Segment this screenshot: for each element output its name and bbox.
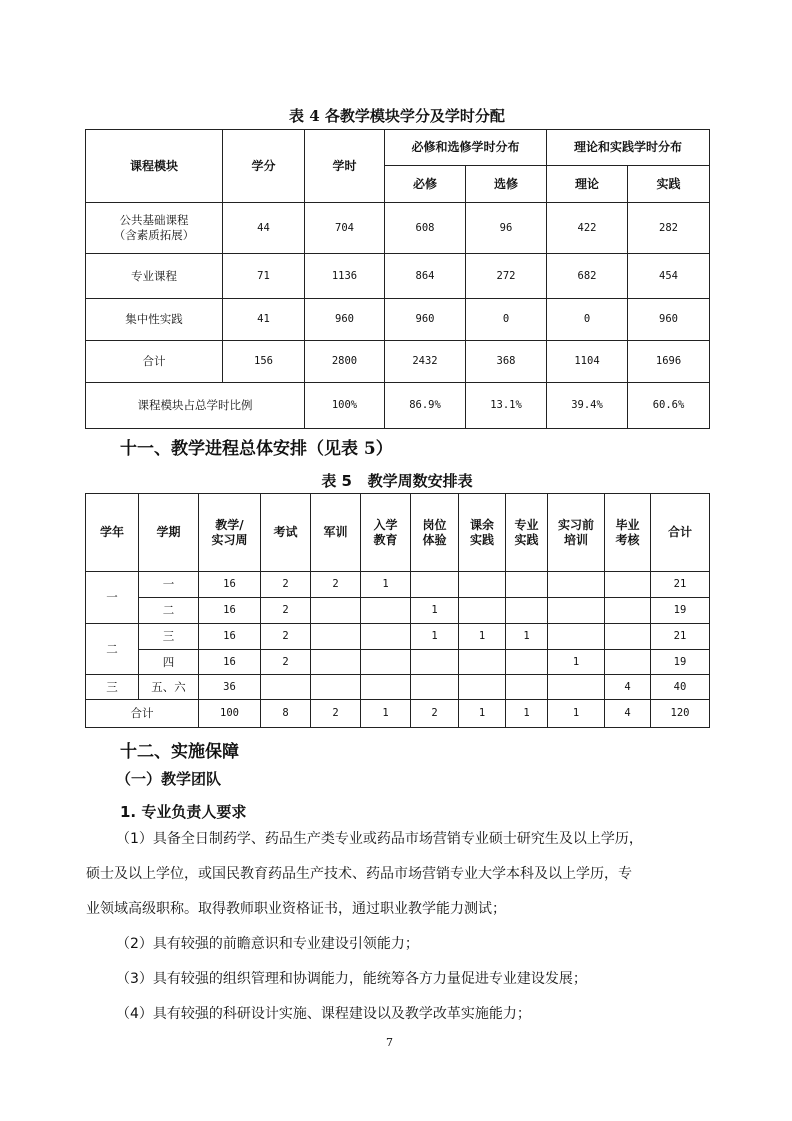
cell-theory: 422 [547,203,628,254]
table-row-ratio [86,383,710,429]
cell: 8 [261,700,311,728]
cell: 2 [311,700,361,728]
cell: 2 [261,572,311,598]
cell-practice: 960 [628,299,710,341]
header-graduation: 毕业 考核 [605,494,651,572]
cell: 1 [411,598,459,624]
cell-required: 86.9% [385,383,466,429]
cell: 1 [548,700,605,728]
cell [506,675,548,700]
cell [548,675,605,700]
cell: 2 [261,624,311,650]
table-row [86,598,710,624]
cell: 1 [506,624,548,650]
cell: 2 [411,700,459,728]
table4-caption: 表 4 各教学模块学分及学时分配 [289,107,505,125]
paragraph-1-line-3: 业领域高级职称。取得教师职业资格证书，通过职业教学能力测试； [86,901,506,917]
cell-practice: 1696 [628,341,710,383]
cell: 36 [199,675,261,700]
cell [548,598,605,624]
cell [548,572,605,598]
cell: 1 [459,700,506,728]
cell [605,572,651,598]
header-required: 必修 [385,166,466,203]
cell: 1 [411,624,459,650]
header-total: 合计 [651,494,710,572]
cell [361,598,411,624]
section11-heading: 十一、教学进程总体安排（见表 5） [120,439,393,459]
cell-theory: 682 [547,254,628,299]
page-number: 7 [386,1036,393,1049]
cell-required: 2432 [385,341,466,383]
cell [311,624,361,650]
cell-hours: 2800 [305,341,385,383]
cell-hours: 100% [305,383,385,429]
cell-year: 一 [86,572,139,624]
cell-theory: 39.4% [547,383,628,429]
paragraph-3: （3）具有较强的组织管理和协调能力，能统筹各方力量促进专业建设发展； [116,971,587,987]
cell [506,572,548,598]
cell [548,624,605,650]
cell: 120 [651,700,710,728]
paragraph-2: （2）具有较强的前瞻意识和专业建设引领能力； [116,936,419,952]
header-practice: 实践 [628,166,710,203]
cell: 16 [199,650,261,675]
cell [361,650,411,675]
header-term: 学期 [139,494,199,572]
table-row [86,203,710,254]
cell: 1 [459,624,506,650]
table-row [86,299,710,341]
header-credits: 学分 [223,130,305,203]
cell-credits: 156 [223,341,305,383]
cell: 4 [605,675,651,700]
paragraph-1-line-1: （1）具备全日制药学、药品生产类专业或药品市场营销专业硕士研究生及以上学历， [116,831,643,847]
cell-year: 二 [86,624,139,675]
header-year: 学年 [86,494,139,572]
cell: 100 [199,700,261,728]
cell-required: 960 [385,299,466,341]
cell [459,650,506,675]
cell-term: 四 [139,650,199,675]
cell-required: 608 [385,203,466,254]
cell [459,675,506,700]
cell-elective: 0 [466,299,547,341]
cell: 2 [261,598,311,624]
cell-term: 二 [139,598,199,624]
paragraph-1-line-2: 硕士及以上学位，或国民教育药品生产技术、药品市场营销专业大学本科及以上学历，专 [86,866,632,882]
cell-practice: 454 [628,254,710,299]
table-row [86,572,710,598]
header-hours: 学时 [305,130,385,203]
header-pre-internship: 实习前 培训 [548,494,605,572]
cell-elective: 96 [466,203,547,254]
table-row-total [86,700,710,728]
cell-practice: 282 [628,203,710,254]
table-row [86,650,710,675]
cell: 21 [651,572,710,598]
header-theory-practice-group: 理论和实践学时分布 [547,130,710,166]
table5-caption: 表 5 教学周数安排表 [321,472,473,490]
cell: 40 [651,675,710,700]
cell-credits: 41 [223,299,305,341]
table-row [86,254,710,299]
cell-module: 集中性实践 [86,299,223,341]
cell: 16 [199,598,261,624]
cell-elective: 272 [466,254,547,299]
cell [506,650,548,675]
cell-required: 864 [385,254,466,299]
cell-hours: 960 [305,299,385,341]
table-row [86,624,710,650]
header-elective: 选修 [466,166,547,203]
cell-elective: 368 [466,341,547,383]
header-required-elective-group: 必修和选修学时分布 [385,130,547,166]
cell-elective: 13.1% [466,383,547,429]
cell-module: 专业课程 [86,254,223,299]
cell-year: 三 [86,675,139,700]
cell: 1 [361,700,411,728]
header-theory: 理论 [547,166,628,203]
table-row [86,675,710,700]
cell: 19 [651,598,710,624]
cell [361,675,411,700]
cell-ratio-label: 课程模块占总学时比例 [86,383,305,429]
table5-header-row [86,494,710,572]
cell [506,598,548,624]
header-professional-practice: 专业 实践 [506,494,548,572]
header-teaching-weeks: 教学/ 实习周 [199,494,261,572]
cell-hours: 704 [305,203,385,254]
cell-theory: 1104 [547,341,628,383]
cell [311,675,361,700]
header-extracurricular: 课余 实践 [459,494,506,572]
cell: 2 [261,650,311,675]
header-military-training: 军训 [311,494,361,572]
header-job-experience: 岗位 体验 [411,494,459,572]
cell: 1 [506,700,548,728]
cell-total-label: 合计 [86,700,199,728]
cell-module: 合计 [86,341,223,383]
cell [411,675,459,700]
cell [311,650,361,675]
cell [311,598,361,624]
cell [459,598,506,624]
table4 [85,129,710,429]
cell [411,572,459,598]
header-orientation: 入学 教育 [361,494,411,572]
cell [411,650,459,675]
cell-term: 一 [139,572,199,598]
header-module: 课程模块 [86,130,223,203]
cell-term: 五、六 [139,675,199,700]
subsection-program-leader: 1. 专业负责人要求 [120,803,247,821]
cell [361,624,411,650]
cell [459,572,506,598]
module-name: 公共基础课程 [119,213,189,227]
section12-heading: 十二、实施保障 [120,742,239,762]
module-note: （含素质拓展） [113,228,195,242]
cell: 4 [605,700,651,728]
cell [261,675,311,700]
cell-credits: 44 [223,203,305,254]
cell [605,598,651,624]
cell: 21 [651,624,710,650]
table5 [85,493,710,728]
cell-practice: 60.6% [628,383,710,429]
cell: 2 [311,572,361,598]
cell: 16 [199,624,261,650]
cell [605,624,651,650]
cell-hours: 1136 [305,254,385,299]
cell: 1 [548,650,605,675]
subsection-teaching-team: （一）教学团队 [116,770,222,788]
cell-theory: 0 [547,299,628,341]
table-row-total [86,341,710,383]
cell [605,650,651,675]
cell: 16 [199,572,261,598]
header-exam: 考试 [261,494,311,572]
cell-module [86,203,223,254]
paragraph-4: （4）具有较强的科研设计实施、课程建设以及教学改革实施能力； [116,1006,531,1022]
cell-credits: 71 [223,254,305,299]
cell-term: 三 [139,624,199,650]
cell: 19 [651,650,710,675]
cell: 1 [361,572,411,598]
